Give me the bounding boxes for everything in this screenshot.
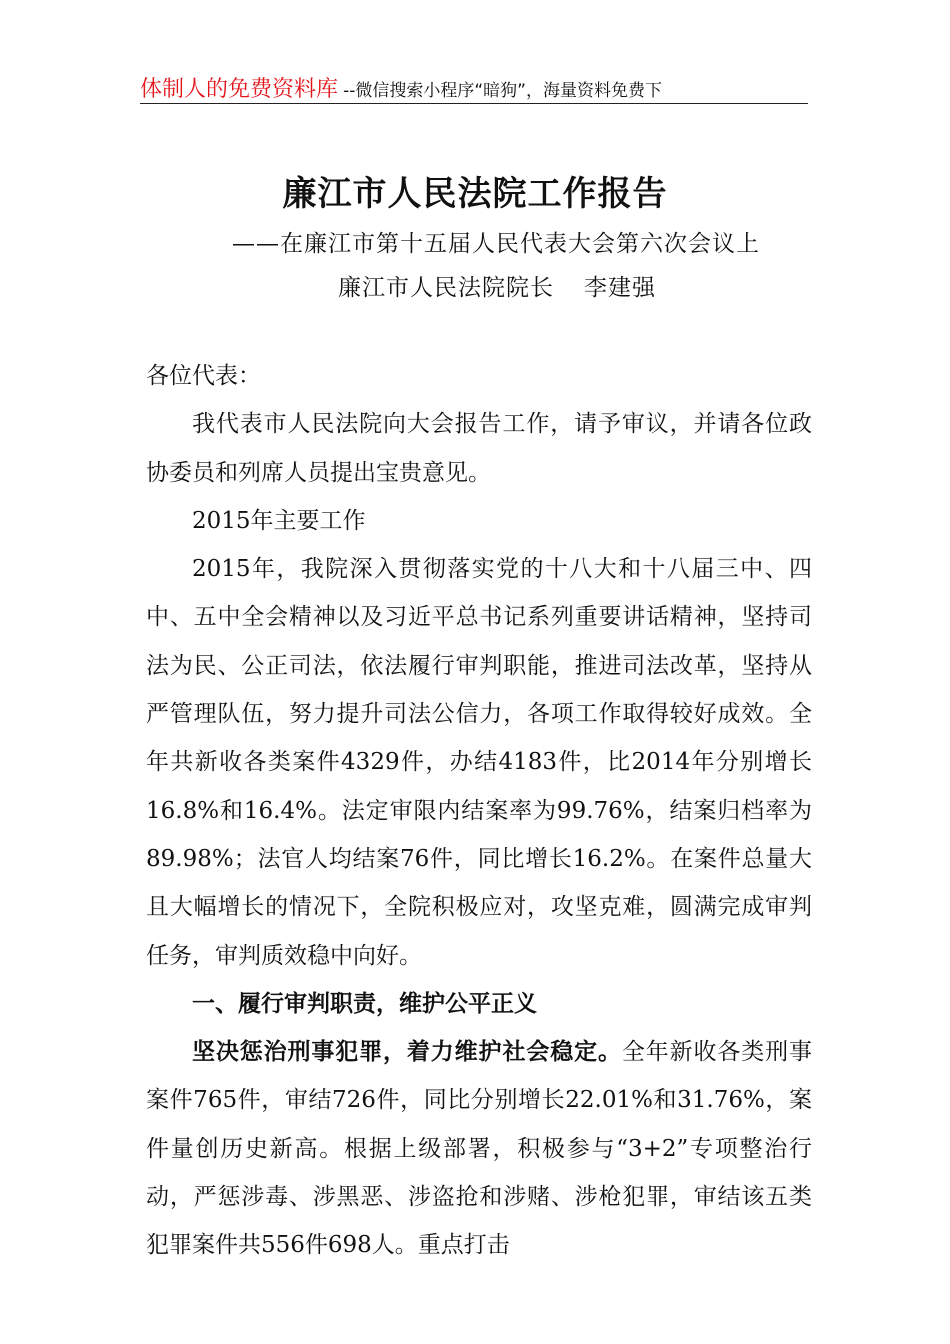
header-tagline: --微信搜索小程序“暗狗”，海量资料免费下	[343, 81, 662, 101]
header-brand: 体制人的免费资料库	[140, 77, 339, 102]
salutation: 各位代表：	[146, 363, 261, 389]
byline-position: 廉江市人民法院院长	[338, 275, 554, 301]
header-divider	[140, 103, 808, 104]
criminal-body-text: 全年新收各类刑事案件765件，审结726件，同比分别增长22.01%和31.76%，案件量创历史新高。根据上级部署，积极参与“3+2”专项整治行动，严惩涉毒、涉黑恶、涉盗抢和涉赌、涉枪犯罪，审结该五类犯罪案件共556件698人。重点打击	[146, 1039, 813, 1259]
criminal-lead-sentence: 坚决惩治刑事犯罪，着力维护社会稳定。	[192, 1038, 622, 1066]
intro-paragraph: 我代表市人民法院向大会报告工作，请予审议，并请各位政协委员和列席人员提出宝贵意见。	[146, 411, 812, 486]
byline-name: 李建强	[584, 275, 656, 301]
report-title: 廉江市人民法院工作报告	[282, 174, 668, 214]
criminal-paragraph	[146, 1028, 812, 1269]
summary-paragraph: 2015年，我院深入贯彻落实党的十八大和十八届三中、四中、五中全会精神以及习近平总书记系列重要讲话精神，坚持司法为民、公正司法，依法履行审判职能，推进司法改革，坚持从严管理队伍，努力提升司法公信力，各项工作取得较好成效。全年共新收各类案件4329件，办结4183件，比2014年分别增长16.8%和16.4%。法定审限内结案率为99.76%，结案归档率为89.98%；法官人均结案76件，同比增长16.2%。在案件总量大且大幅增长的情况下，全院积极应对，攻坚克难，圆满完成审判任务，审判质效稳中向好。	[146, 556, 812, 969]
document-header	[140, 72, 808, 104]
report-byline	[338, 269, 656, 302]
report-subtitle: ——在廉江市第十五届人民代表大会第六次会议上	[232, 231, 760, 257]
section-title: 2015年主要工作	[192, 507, 366, 534]
report-body	[146, 352, 812, 1270]
section-heading-1: 一、履行审判职责，维护公平正义	[192, 990, 537, 1017]
